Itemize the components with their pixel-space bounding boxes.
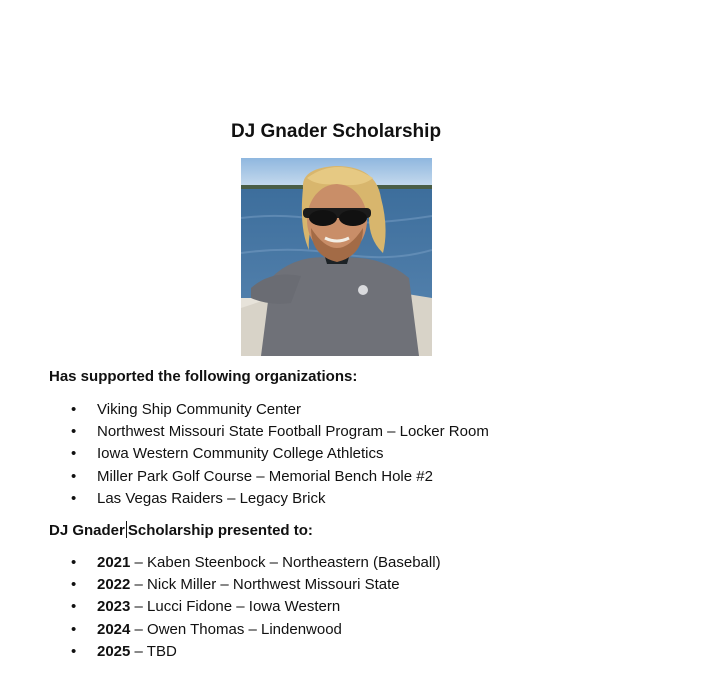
list-item: • Viking Ship Community Center [49,399,649,421]
portrait-photo [241,158,432,356]
bullet-icon: • [71,467,77,485]
list-item: • Northwest Missouri State Football Program – Locker Room [49,421,649,443]
text-cursor [126,521,127,538]
year-label: 2022 [97,576,131,594]
bullet-icon: • [71,554,77,571]
year-label: 2024 [97,620,131,638]
list-item: • 2022 – Nick Miller – Northwest Missouri State [49,574,649,596]
recipients-heading[interactable]: DJ Gnader Scholarship presented to: [49,522,313,539]
recipients-list [49,552,649,663]
bullet-icon: • [71,401,77,418]
bullet-icon: • [71,620,77,638]
bullet-icon: • [71,576,77,594]
list-item: • 2025 – TBD [49,641,649,663]
year-label: 2023 [97,598,131,616]
organizations-list [49,399,649,510]
year-label: 2021 [97,554,131,571]
organizations-heading: Has supported the following organizations: [49,368,358,385]
list-item: • Las Vegas Raiders – Legacy Brick [49,488,649,510]
bullet-icon: • [71,489,77,507]
bullet-icon: • [71,445,77,463]
bullet-icon: • [71,642,77,660]
list-item: • Iowa Western Community College Athletics [49,443,649,465]
list-item: • Miller Park Golf Course – Memorial Bench Hole #2 [49,466,649,488]
year-label: 2025 [97,642,131,660]
bullet-icon: • [71,423,77,441]
list-item: • 2021 – Kaben Steenbock – Northeastern (Baseball) [49,552,649,574]
list-item: • 2023 – Lucci Fidone – Iowa Western [49,596,649,618]
document-title: DJ Gnader Scholarship [230,121,442,142]
portrait-photo-icon [241,158,432,356]
bullet-icon: • [71,598,77,616]
list-item: • 2024 – Owen Thomas – Lindenwood [49,619,649,641]
